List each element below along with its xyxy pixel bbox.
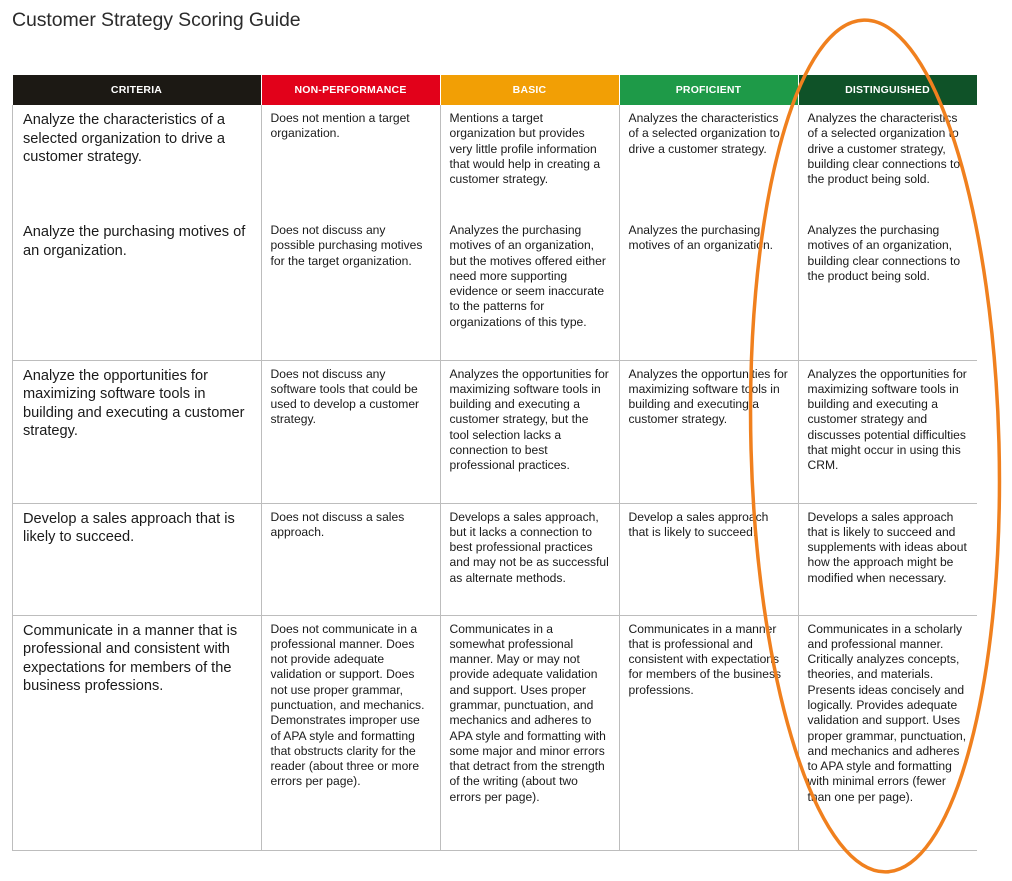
distinguished-cell: Develops a sales approach that is likely to succeed and supplements with ideas about how the approach might be modified when necessary.	[798, 503, 977, 615]
header-non-performance: NON-PERFORMANCE	[261, 75, 440, 105]
criteria-cell: Analyze the characteristics of a selected organization to drive a customer strategy.	[13, 105, 262, 217]
table-row	[13, 105, 977, 217]
table-row	[13, 503, 977, 615]
header-basic: BASIC	[440, 75, 619, 105]
non-performance-cell: Does not discuss any software tools that could be used to develop a customer strategy.	[261, 360, 440, 503]
proficient-cell: Develop a sales approach that is likely to succeed.	[619, 503, 798, 615]
distinguished-cell: Communicates in a scholarly and professional manner. Critically analyzes concepts, theories, and materials. Presents ideas concisely and logically. Provides adequate validation and support. Uses proper grammar, punctuation, and mechanics and adheres to APA style and formatting with minimal errors (fewer than one per page).	[798, 615, 977, 850]
basic-cell: Analyzes the opportunities for maximizing software tools in building and executing a customer strategy, but the tool selection lacks a connection to best professional practices.	[440, 360, 619, 503]
header-distinguished: DISTINGUISHED	[798, 75, 977, 105]
table-row	[13, 360, 977, 503]
criteria-cell: Develop a sales approach that is likely to succeed.	[13, 503, 262, 615]
table-row	[13, 615, 977, 850]
distinguished-cell: Analyzes the characteristics of a selected organization to drive a customer strategy, building clear connections to the product being sold.	[807, 111, 961, 187]
proficient-cell: Analyzes the characteristics of a selected organization to drive a customer strategy.	[619, 105, 798, 217]
proficient-cell: Communicates in a manner that is professional and consistent with expectations for members of the business professions.	[619, 615, 798, 850]
non-performance-cell: Does not mention a target organization.	[261, 105, 440, 217]
distinguished-cell: Analyzes the purchasing motives of an organization, building clear connections to the product being sold.	[798, 217, 977, 360]
non-performance-cell: Does not discuss a sales approach.	[261, 503, 440, 615]
basic-cell: Analyzes the purchasing motives of an organization, but the motives offered either need more supporting evidence or seem inaccurate to the patterns for organizations of this type.	[440, 217, 619, 360]
table-header-row	[13, 75, 977, 105]
proficient-cell: Analyzes the opportunities for maximizing software tools in building and executing a customer strategy.	[619, 360, 798, 503]
distinguished-cell: Analyzes the opportunities for maximizing software tools in building and executing a customer strategy and discusses potential difficulties that might occur in using this CRM.	[798, 360, 977, 503]
page-title: Customer Strategy Scoring Guide	[12, 9, 301, 31]
table-row	[13, 217, 977, 360]
non-performance-cell: Does not communicate in a professional manner. Does not provide adequate validation or support. Does not use proper grammar, punctuation, and mechanics. Demonstrates improper use of APA style and formatting that obstructs clarity for the reader (about three or more errors per page).	[261, 615, 440, 850]
criteria-cell: Analyze the opportunities for maximizing software tools in building and executing a customer strategy.	[13, 360, 262, 503]
proficient-cell: Analyzes the purchasing motives of an organization.	[619, 217, 798, 360]
header-proficient: PROFICIENT	[619, 75, 798, 105]
scoring-guide-table	[12, 75, 977, 851]
criteria-cell: Communicate in a manner that is professional and consistent with expectations for members of the business professions.	[13, 615, 262, 850]
criteria-cell: Analyze the purchasing motives of an organization.	[13, 217, 262, 360]
header-criteria: CRITERIA	[13, 75, 262, 105]
non-performance-cell: Does not discuss any possible purchasing motives for the target organization.	[261, 217, 440, 360]
basic-cell: Develops a sales approach, but it lacks a connection to best professional practices and may not be as successful as alternate methods.	[440, 503, 619, 615]
basic-cell: Communicates in a somewhat professional manner. May or may not provide adequate validation and support. Uses proper grammar, punctuation, and mechanics and adheres to APA style and formatting with some major and minor errors that detract from the strength of the writing (about two errors per page).	[440, 615, 619, 850]
basic-cell: Mentions a target organization but provides very little profile information that would help in creating a customer strategy.	[440, 105, 619, 217]
